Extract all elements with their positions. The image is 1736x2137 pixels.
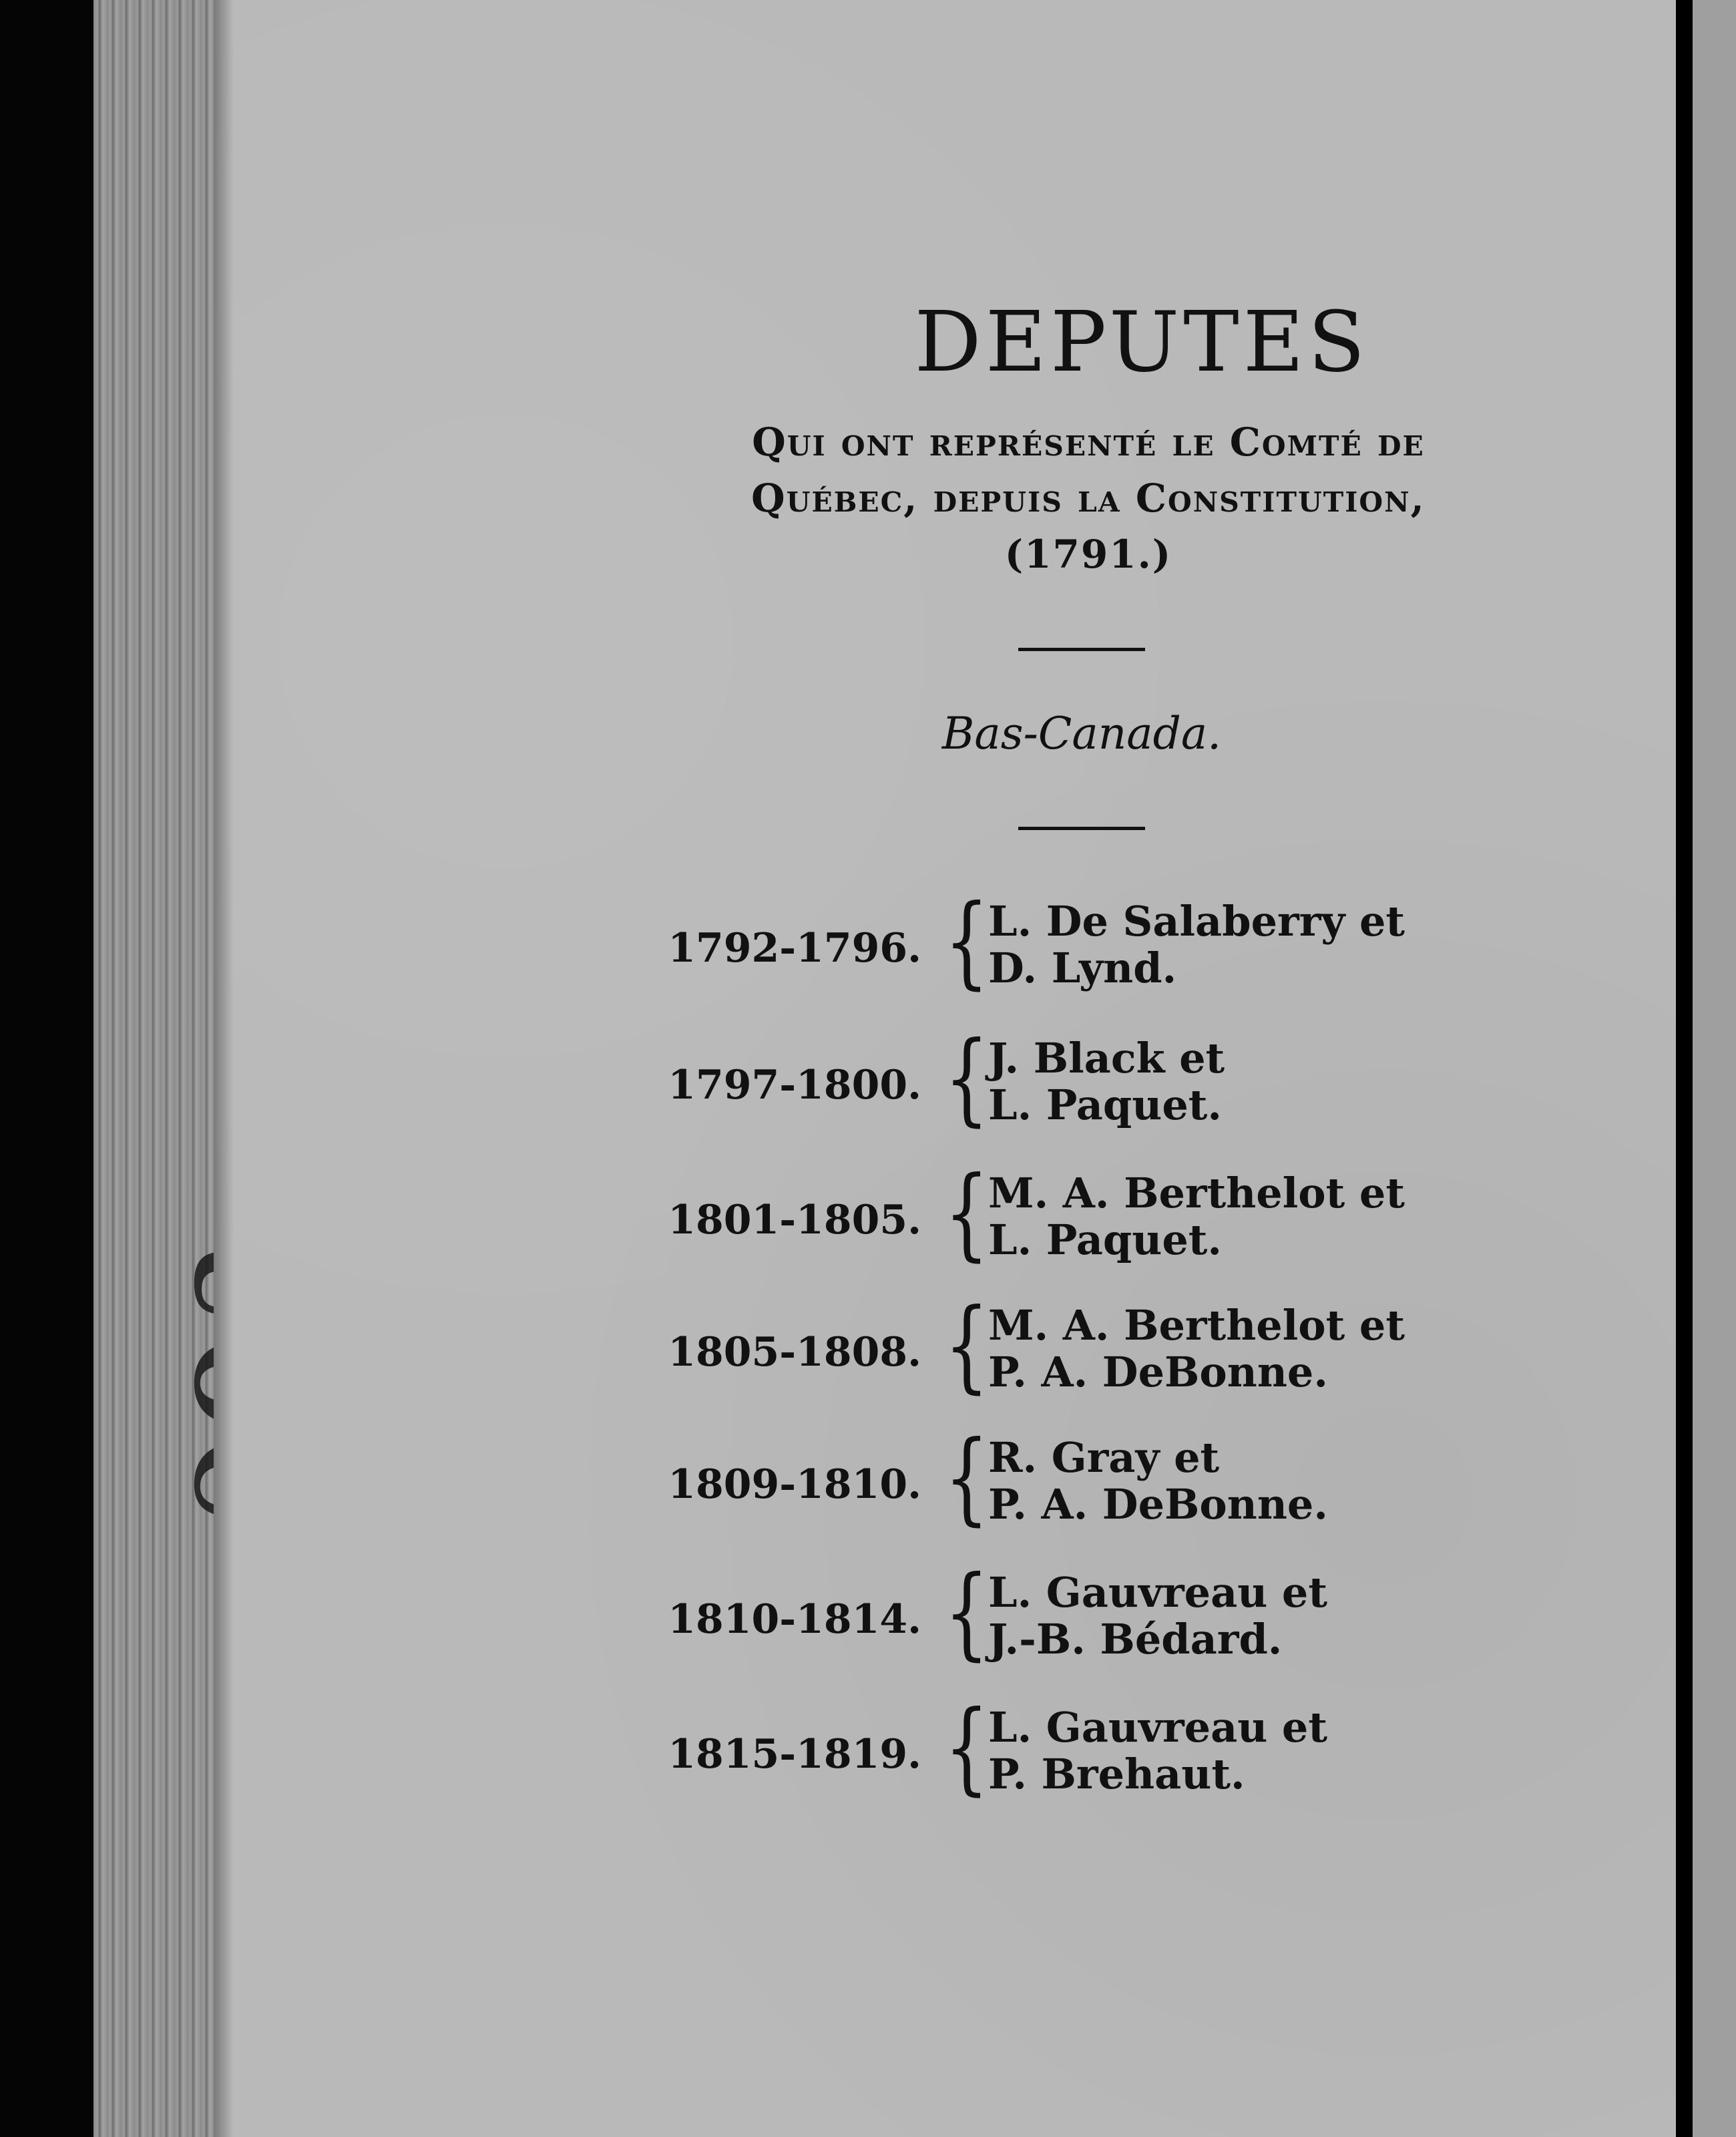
deputy-name: R. Gray et <box>988 1433 1220 1482</box>
page-subtitle <box>628 414 1549 582</box>
deputy-name: P. A. DeBonne. <box>988 1480 1328 1529</box>
page-shadow <box>214 0 234 2137</box>
term-entry <box>668 1155 1469 1272</box>
deputy-name: P. Brehaut. <box>988 1750 1245 1798</box>
scan-edge-right <box>1693 0 1736 2137</box>
term-entry <box>668 884 1469 1000</box>
deputy-name: J.-B. Bédard. <box>988 1615 1283 1664</box>
term-years: 1815-1819. <box>668 1731 921 1778</box>
page-edges <box>93 0 214 2137</box>
deputy-name: L. Gauvreau et <box>988 1703 1328 1752</box>
deputy-name: L. Gauvreau et <box>988 1568 1328 1617</box>
subtitle-line: (1791.) <box>1004 532 1172 577</box>
brace: { <box>944 1020 990 1137</box>
term-years: 1805-1808. <box>668 1329 921 1376</box>
scan-margin-right <box>1676 0 1693 2137</box>
term-names <box>988 1569 1327 1663</box>
scan-margin-left <box>0 0 93 2137</box>
term-entry <box>668 1420 1469 1536</box>
term-entry <box>668 1555 1469 1671</box>
term-names <box>988 1434 1328 1528</box>
brace: { <box>944 1555 990 1671</box>
deputy-name: L. De Salaberry et <box>988 897 1405 946</box>
section-heading: Bas-Canada. <box>941 708 1222 759</box>
term-years: 1792-1796. <box>668 925 921 972</box>
subtitle-line: Québec, depuis la Constitution, <box>751 475 1426 521</box>
brace: { <box>944 1155 990 1272</box>
brace: { <box>944 1288 990 1404</box>
term-names <box>988 1302 1405 1396</box>
term-years: 1797-1800. <box>668 1062 921 1109</box>
term-entry <box>668 1288 1469 1404</box>
deputy-name: L. Paquet. <box>988 1081 1222 1129</box>
term-years: 1801-1805. <box>668 1197 921 1243</box>
deputy-name: P. A. DeBonne. <box>988 1348 1328 1396</box>
brace: { <box>944 1690 990 1806</box>
page-title: DEPUTES <box>914 294 1369 391</box>
term-names <box>988 1170 1405 1264</box>
brace: { <box>944 884 990 1000</box>
deputy-name: J. Black et <box>988 1034 1225 1083</box>
term-years: 1809-1810. <box>668 1461 921 1508</box>
deputy-name: M. A. Berthelot et <box>988 1301 1405 1350</box>
deputy-name: M. A. Berthelot et <box>988 1169 1405 1217</box>
divider <box>1018 827 1145 830</box>
subtitle-line: Qui ont représenté le Comté de <box>752 419 1425 465</box>
term-names <box>988 1704 1327 1798</box>
term-names <box>988 898 1405 992</box>
term-years: 1810-1814. <box>668 1596 921 1643</box>
brace: { <box>944 1420 990 1536</box>
term-entry <box>668 1690 1469 1806</box>
divider <box>1018 648 1145 651</box>
term-entry <box>668 1020 1469 1137</box>
term-names <box>988 1035 1225 1129</box>
deputy-name: D. Lynd. <box>988 944 1177 992</box>
deputy-name: L. Paquet. <box>988 1215 1222 1264</box>
